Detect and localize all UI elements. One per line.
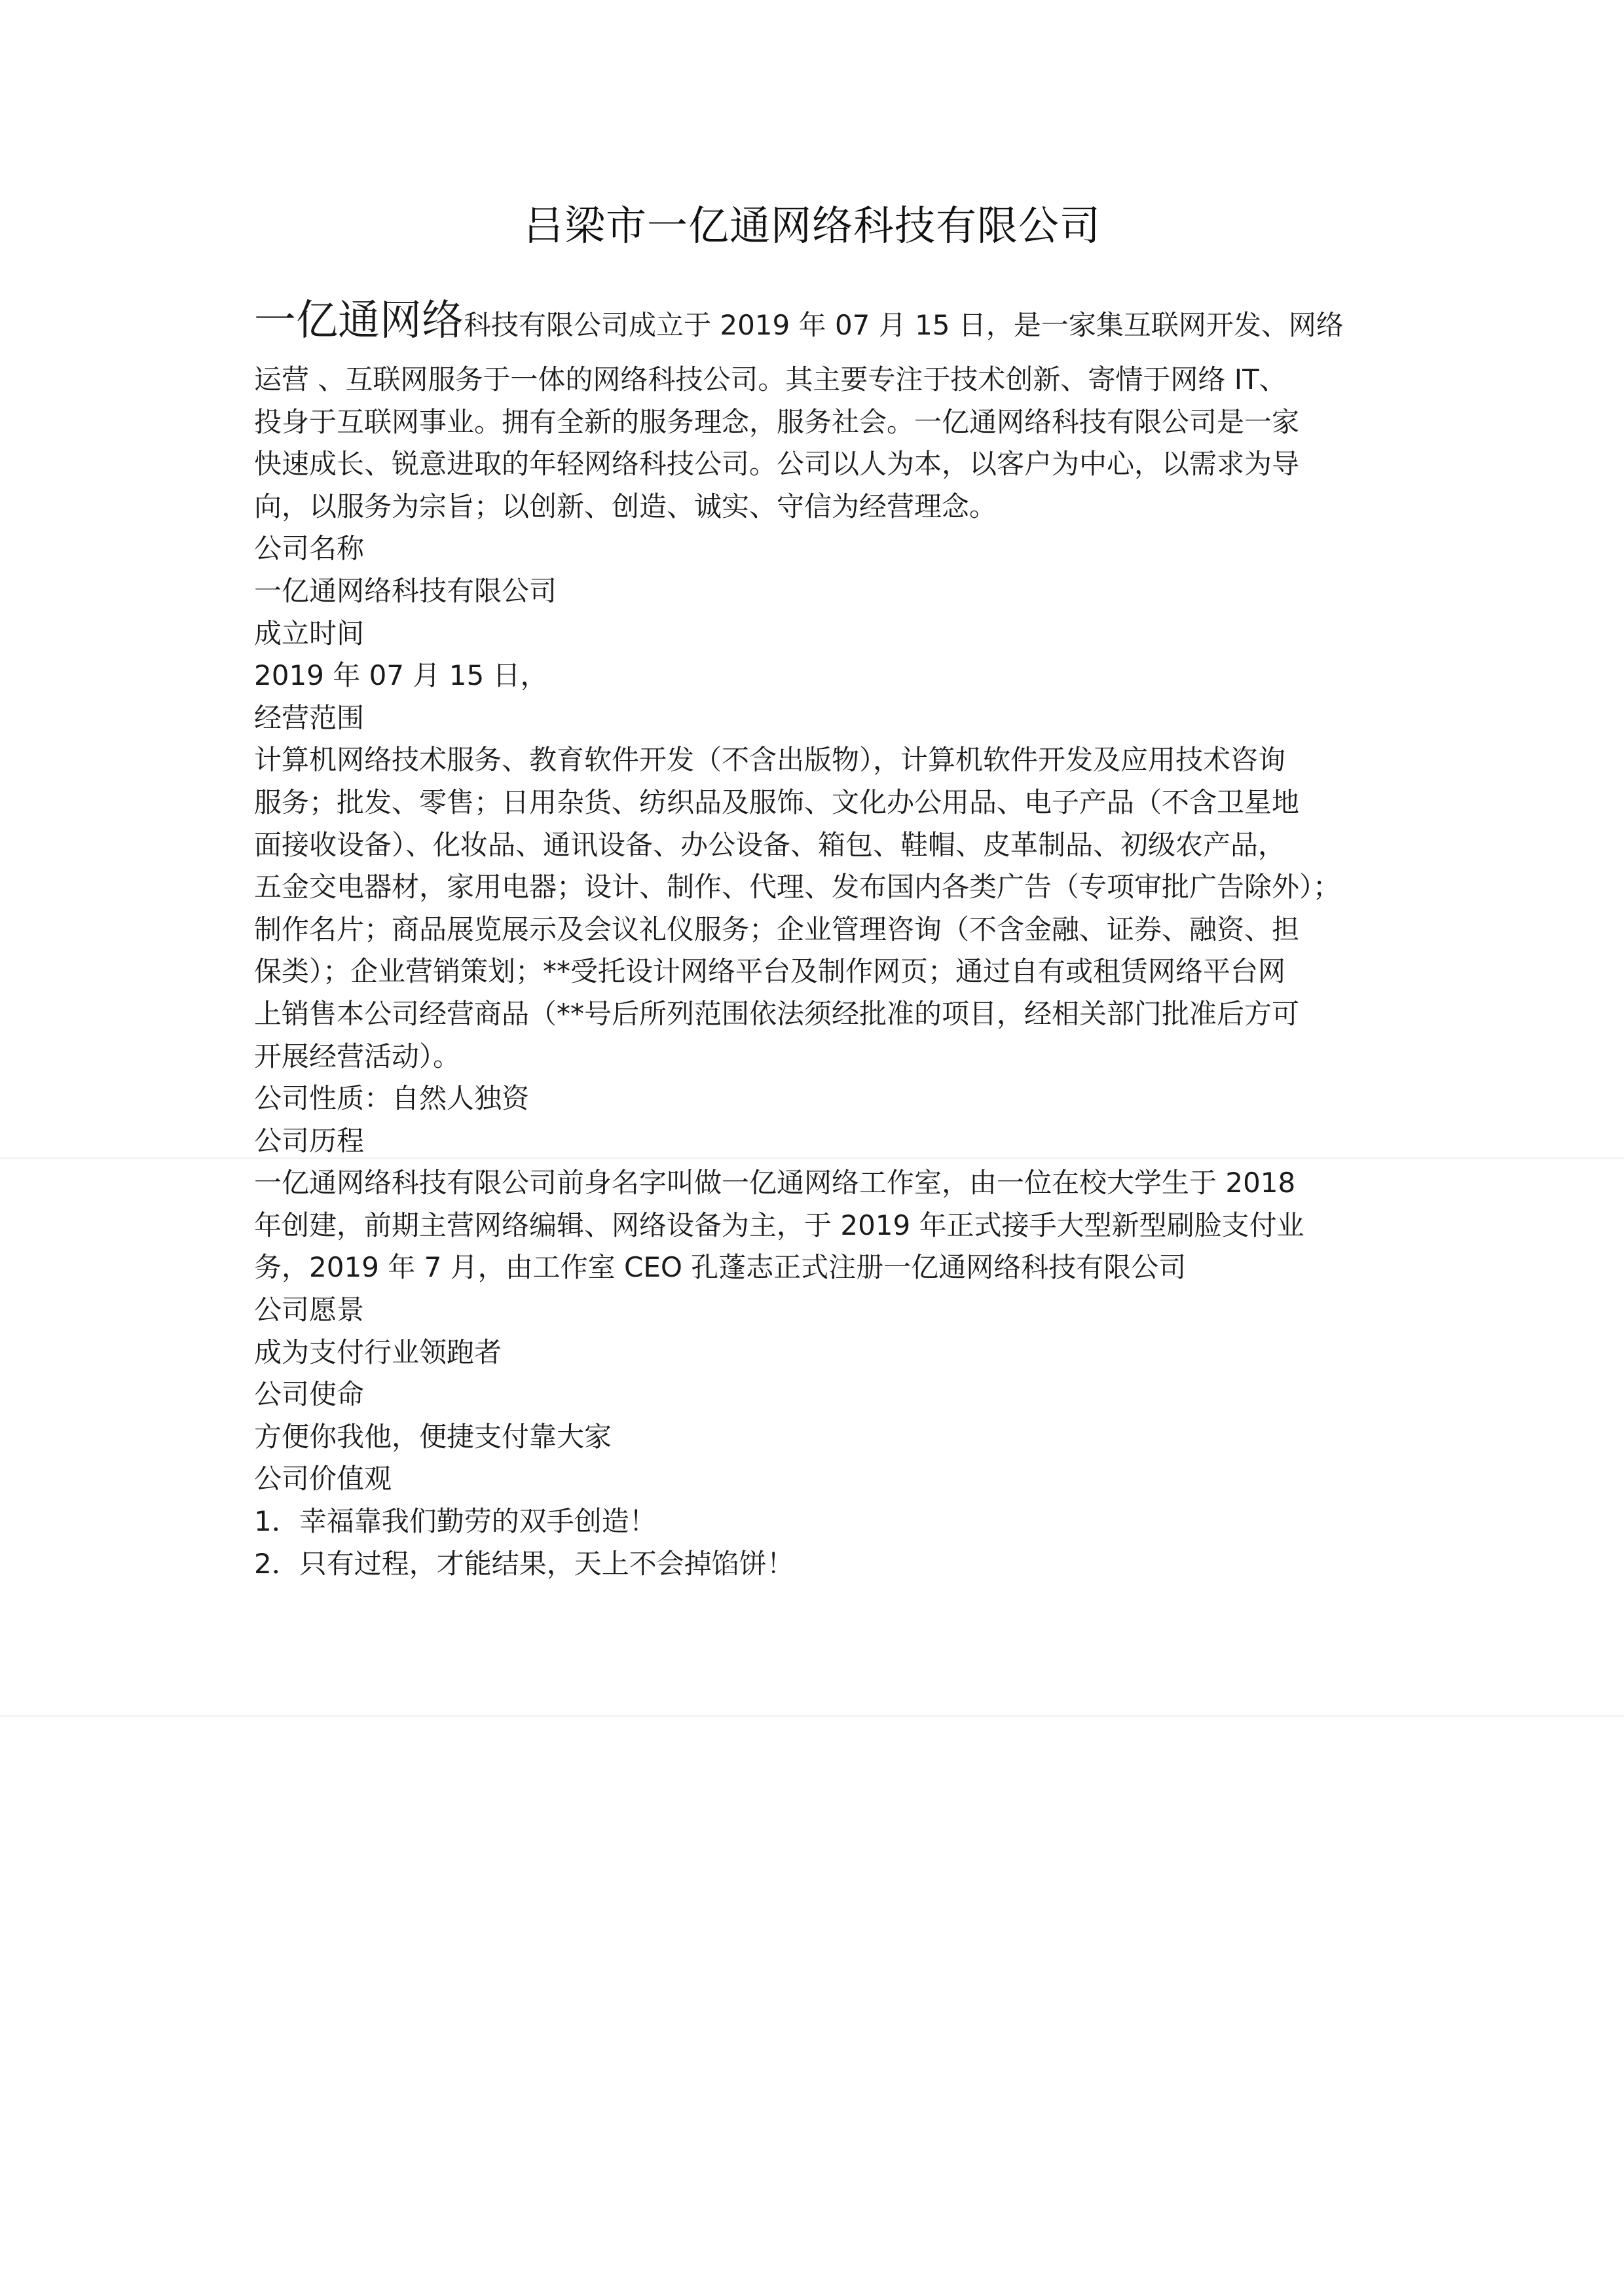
spacer — [254, 347, 1407, 359]
document-title: 吕梁市一亿通网络科技有限公司 — [523, 202, 1101, 249]
document-body — [254, 295, 1407, 1585]
intro-lead-rest: 科技有限公司成立于 2019 年 07 月 15 日，是一家集互联网开发、网络 — [464, 309, 1344, 341]
history-line: 务，2019 年 7 月，由工作室 CEO 孔蓬志正式注册一亿通网络科技有限公司 — [254, 1251, 1187, 1284]
company-name-value: 一亿通网络科技有限公司 — [254, 574, 557, 607]
intro-line: 运营 、互联网服务于一体的网络科技公司。其主要专注于技术创新、寄情于网络 IT、 — [254, 363, 1287, 395]
intro-line: 快速成长、锐意进取的年轻网络科技公司。公司以人为本，以客户为中心，以需求为导 — [254, 448, 1300, 481]
scope-line: 面接收设备）、化妆品、通讯设备、办公设备、箱包、鞋帽、皮革制品、初级农产品， — [254, 828, 1286, 861]
scope-line: 上销售本公司经营商品（**号后所列范围依法须经批准的项目，经相关部门批准后方可 — [254, 997, 1300, 1030]
values-label: 公司价值观 — [254, 1463, 392, 1495]
scope-line: 保类）；企业营销策划；**受托设计网络平台及制作网页；通过自有或租赁网络平台网 — [254, 955, 1286, 988]
company-name-label: 公司名称 — [254, 532, 365, 565]
scope-line: 五金交电器材，家用电器；设计、制作、代理、发布国内各类广告（专项审批广告除外）； — [254, 871, 1341, 903]
intro-line: 投身于互联网事业。拥有全新的服务理念，服务社会。一亿通网络科技有限公司是一家 — [254, 405, 1300, 438]
scope-line: 服务；批发、零售；日用杂货、纺织品及服饰、文化办公用品、电子产品（不含卫星地 — [254, 786, 1300, 818]
history-label: 公司历程 — [254, 1124, 365, 1157]
history-line: 年创建，前期主营网络编辑、网络设备为主，于 2019 年正式接手大型新型刷脸支付业 — [254, 1209, 1304, 1241]
vision-value: 成为支付行业领跑者 — [254, 1336, 502, 1368]
values-item: 1．幸福靠我们勤劳的双手创造！ — [254, 1505, 657, 1538]
values-item: 2．只有过程，才能结果，天上不会掉馅饼！ — [254, 1547, 794, 1580]
founded-label: 成立时间 — [254, 617, 365, 649]
mission-label: 公司使命 — [254, 1378, 365, 1411]
founded-value: 2019 年 07 月 15 日， — [254, 659, 548, 692]
mission-value: 方便你我他，便捷支付靠大家 — [254, 1420, 612, 1453]
scope-label: 经营范围 — [254, 701, 365, 734]
scope-line: 开展经营活动）。 — [254, 1040, 461, 1072]
scan-artifact-line — [0, 1715, 1624, 1717]
intro-first-line — [254, 295, 1407, 347]
vision-label: 公司愿景 — [254, 1294, 365, 1326]
intro-lead-big: 一亿通网络 — [254, 297, 464, 345]
scope-line: 制作名片；商品展览展示及会议礼仪服务；企业管理咨询（不含金融、证券、融资、担 — [254, 913, 1300, 945]
nature-line: 公司性质：自然人独资 — [254, 1082, 530, 1115]
scope-line: 计算机网络技术服务、教育软件开发（不含出版物），计算机软件开发及应用技术咨询 — [254, 744, 1286, 776]
history-line: 一亿通网络科技有限公司前身名字叫做一亿通网络工作室，由一位在校大学生于 2018 — [254, 1167, 1296, 1199]
intro-line: 向，以服务为宗旨；以创新、创造、诚实、守信为经营理念。 — [254, 490, 997, 522]
